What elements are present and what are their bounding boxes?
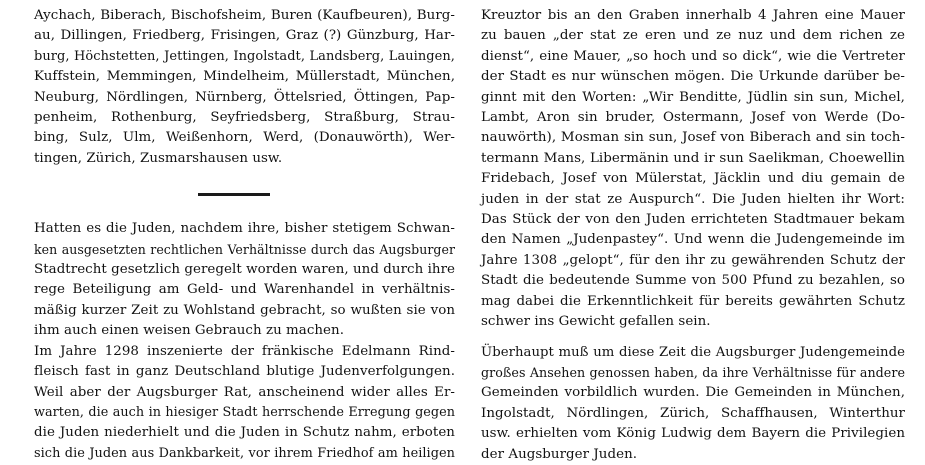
left-paragraph-wealth xyxy=(34,219,455,341)
text-line: fleisch fast in ganz Deutschland blutige Judenverfolgungen. xyxy=(34,364,455,380)
text-line: mäßig kurzer Zeit zu Wohlstand gebracht, so wußten sie von xyxy=(34,302,455,318)
text-line: burg, Höchstetten, Jettingen, Ingolstadt, Landsberg, Lauingen, xyxy=(34,48,455,64)
text-line: nauwörth), Mosman sin sun, Josef von Biberach and sin toch- xyxy=(481,130,905,146)
text-line: Aychach, Biberach, Bischofsheim, Buren (Kaufbeuren), Burg- xyxy=(34,8,455,23)
text-line: warten, die auch in hiesiger Stadt herrschende Erregung gegen xyxy=(34,404,455,420)
text-line: Stadt die bedeutende Summe von 500 Pfund zu bezahlen, so xyxy=(481,273,905,289)
section-separator xyxy=(34,169,455,219)
text-line: ginnt mit den Worten: „Wir Benditte, Jüdlin sin sun, Michel, xyxy=(481,89,905,105)
left-place-list-paragraph xyxy=(34,6,455,169)
paragraph-gap xyxy=(481,333,905,343)
text-line: den Namen „Judenpastey“. Und wenn die Judengemeinde im xyxy=(481,232,905,248)
text-line: rege Beteiligung am Geld- und Warenhandel in verhältnis- xyxy=(34,282,455,298)
text-line: zu bauen „der stat ze eren und ze nuz und dem richen ze xyxy=(481,28,905,44)
text-line: schwer ins Gewicht gefallen sein. xyxy=(481,314,711,330)
text-line: Neuburg, Nördlingen, Nürnberg, Öttelsried, Öttingen, Pap- xyxy=(34,89,455,105)
right-paragraph-reputation xyxy=(481,343,905,465)
text-line: termann Mans, Libermänin und ir sun Saelikman, Choewellin xyxy=(481,150,905,166)
text-line: ihm auch einen weisen Gebrauch zu machen. xyxy=(34,323,345,339)
separator-rule xyxy=(198,193,270,196)
text-line: Kuffstein, Memmingen, Mindelheim, Müllerstadt, München, xyxy=(34,69,455,85)
left-column xyxy=(34,6,455,464)
text-line: Stadtrecht gesetzlich geregelt worden waren, und durch ihre xyxy=(34,262,455,278)
text-line: der Stadt es nur wünschen mögen. Die Urkunde darüber be- xyxy=(481,69,905,85)
text-line: mag dabei die Erkenntlichkeit für bereits gewährten Schutz xyxy=(481,293,905,309)
text-line: sich die Juden aus Dankbarkeit, vor ihrem Friedhof am heiligen xyxy=(34,445,455,461)
text-line: bing, Sulz, Ulm, Weißenhorn, Werd, (Donauwörth), Wer- xyxy=(34,130,455,146)
text-line: Kreuztor bis an den Graben innerhalb 4 Jahren eine Mauer xyxy=(481,8,905,23)
text-line: Lambt, Aron sin bruder, Ostermann, Josef von Werde (Do- xyxy=(481,110,905,126)
right-paragraph-wall xyxy=(481,6,905,333)
text-line: au, Dillingen, Friedberg, Frisingen, Graz (?) Günzburg, Har- xyxy=(34,28,455,44)
text-line: der Augsburger Juden. xyxy=(481,446,638,462)
text-line: juden in der stat ze Auspurch“. Die Juden hielten ihr Wort: xyxy=(481,191,905,207)
text-line: Weil aber der Augsburger Rat, anscheinend wider alles Er- xyxy=(34,384,455,400)
text-line: Ingolstadt, Nördlingen, Zürich, Schaffhausen, Winterthur xyxy=(481,405,905,421)
text-line: Gemeinden vorbildlich wurden. Die Gemeinden in München, xyxy=(481,385,905,401)
text-line: Überhaupt muß um diese Zeit die Augsburger Judengemeinde xyxy=(481,344,905,360)
text-line: Im Jahre 1298 inszenierte der fränkische Edelmann Rind- xyxy=(34,343,455,359)
text-line: ken ausgesetzten rechtlichen Verhältnisse durch das Augsburger xyxy=(34,241,455,257)
text-line: usw. erhielten vom König Ludwig dem Bayern die Privilegien xyxy=(481,426,905,442)
text-line: tingen, Zürich, Zusmarshausen usw. xyxy=(34,150,283,166)
text-line: großes Ansehen genossen haben, da ihre Verhältnisse für andere xyxy=(481,364,905,380)
text-line: Das Stück der von den Juden errichteten Stadtmauer bekam xyxy=(481,212,905,228)
text-line: die Juden niederhielt und die Juden in Schutz nahm, erboten xyxy=(34,425,455,441)
right-column xyxy=(481,6,905,465)
text-line: Jahre 1308 „gelopt“, für den ihr zu gewährenden Schutz der xyxy=(481,252,905,268)
text-line: dienst“, eine Mauer, „so hoch und so dick“, wie die Vertreter xyxy=(481,48,905,64)
left-paragraph-1298 xyxy=(34,342,455,464)
text-line: penheim, Rothenburg, Seyfriedsberg, Straßburg, Strau- xyxy=(34,110,455,126)
text-line: Fridebach, Josef von Mülerstat, Jäcklin und diu gemain de xyxy=(481,171,905,187)
text-line: Hatten es die Juden, nachdem ihre, bisher stetigem Schwan- xyxy=(34,221,455,237)
